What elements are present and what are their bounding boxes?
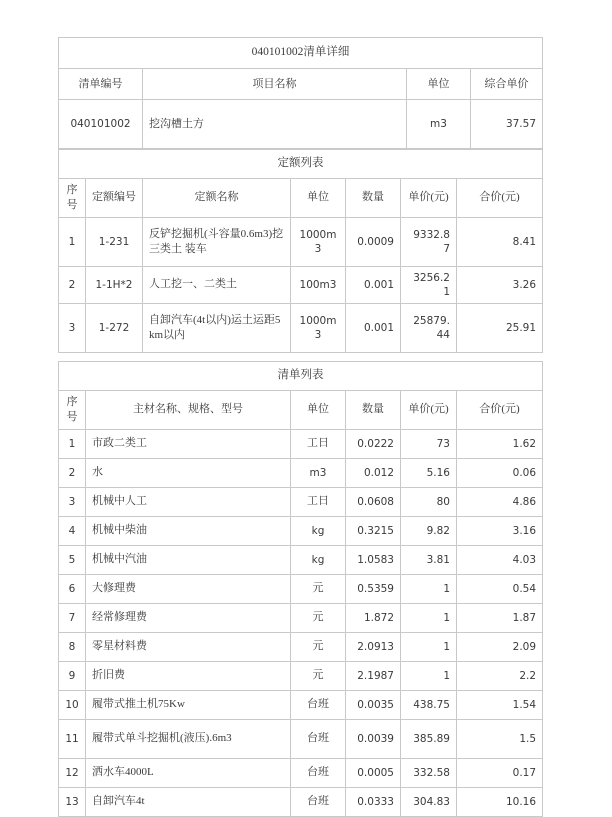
material-header-row (59, 391, 543, 430)
column-header-unit: 单位 (291, 179, 346, 218)
material-quantity: 2.1987 (346, 661, 401, 690)
material-unit: m3 (291, 458, 346, 487)
material-quantity: 0.0039 (346, 719, 401, 758)
material-index: 2 (59, 458, 86, 487)
material-unit: kg (291, 516, 346, 545)
column-header-list-code: 清单编号 (59, 69, 143, 100)
column-header-item-name: 项目名称 (143, 69, 407, 100)
material-quantity: 0.5359 (346, 574, 401, 603)
quota-index: 1 (59, 217, 86, 266)
material-name: 机械中柴油 (86, 516, 291, 545)
summary-table (58, 37, 543, 149)
material-name: 机械中人工 (86, 487, 291, 516)
material-amount: 4.03 (457, 545, 543, 574)
table-row (59, 217, 543, 266)
material-quantity: 0.3215 (346, 516, 401, 545)
table-row (59, 545, 543, 574)
material-quantity: 0.0005 (346, 758, 401, 787)
table-row (59, 266, 543, 303)
material-quantity: 1.0583 (346, 545, 401, 574)
table-row (59, 429, 543, 458)
material-unit: 工日 (291, 429, 346, 458)
quota-price: 9332.87 (401, 217, 457, 266)
quota-header-row (59, 179, 543, 218)
material-price: 304.83 (401, 787, 457, 816)
material-amount: 1.87 (457, 603, 543, 632)
column-header-price: 单价(元) (401, 179, 457, 218)
material-amount: 3.16 (457, 516, 543, 545)
material-index: 3 (59, 487, 86, 516)
quota-amount: 25.91 (457, 304, 543, 353)
table-row (59, 304, 543, 353)
column-header-quantity: 数量 (346, 179, 401, 218)
detail-sheet (58, 37, 542, 817)
material-unit: 元 (291, 632, 346, 661)
material-quantity: 0.012 (346, 458, 401, 487)
quota-section-title: 定额列表 (59, 150, 543, 179)
column-header-unit: 单位 (407, 69, 471, 100)
quota-quantity: 0.001 (346, 304, 401, 353)
material-name: 洒水车4000L (86, 758, 291, 787)
quota-quantity: 0.0009 (346, 217, 401, 266)
column-header-amount: 合价(元) (457, 391, 543, 430)
material-price: 332.58 (401, 758, 457, 787)
material-index: 10 (59, 690, 86, 719)
material-unit: 元 (291, 574, 346, 603)
quota-code: 1-272 (86, 304, 143, 353)
table-row (59, 719, 543, 758)
material-unit: 元 (291, 661, 346, 690)
material-index: 6 (59, 574, 86, 603)
material-quantity: 1.872 (346, 603, 401, 632)
material-index: 1 (59, 429, 86, 458)
quota-list-table (58, 149, 543, 353)
material-name: 市政二类工 (86, 429, 291, 458)
table-row (59, 758, 543, 787)
quota-amount: 3.26 (457, 266, 543, 303)
material-index: 8 (59, 632, 86, 661)
material-unit: 台班 (291, 758, 346, 787)
section-gap (58, 353, 542, 361)
material-index: 9 (59, 661, 86, 690)
quota-index: 3 (59, 304, 86, 353)
quota-code: 1-1H*2 (86, 266, 143, 303)
quota-code: 1-231 (86, 217, 143, 266)
material-name: 零星材料费 (86, 632, 291, 661)
material-unit: 元 (291, 603, 346, 632)
material-quantity: 0.0222 (346, 429, 401, 458)
material-unit: 工日 (291, 487, 346, 516)
column-header-index: 序号 (59, 391, 86, 430)
material-section-title: 清单列表 (59, 362, 543, 391)
column-header-amount: 合价(元) (457, 179, 543, 218)
material-price: 80 (401, 487, 457, 516)
material-price: 1 (401, 603, 457, 632)
column-header-quota-name: 定额名称 (143, 179, 291, 218)
material-name: 机械中汽油 (86, 545, 291, 574)
material-price: 438.75 (401, 690, 457, 719)
table-row (59, 661, 543, 690)
quota-section-title-row (59, 150, 543, 179)
material-name: 折旧费 (86, 661, 291, 690)
table-row (59, 632, 543, 661)
quota-unit: 1000m3 (291, 304, 346, 353)
summary-name: 挖沟槽土方 (143, 100, 407, 149)
material-section-title-row (59, 362, 543, 391)
quota-name: 自卸汽车(4t以内)运土运距5km以内 (143, 304, 291, 353)
material-name: 自卸汽车4t (86, 787, 291, 816)
material-quantity: 0.0608 (346, 487, 401, 516)
summary-unit-price: 37.57 (471, 100, 543, 149)
material-price: 3.81 (401, 545, 457, 574)
material-amount: 1.5 (457, 719, 543, 758)
material-price: 73 (401, 429, 457, 458)
material-name: 水 (86, 458, 291, 487)
material-index: 11 (59, 719, 86, 758)
page-title: 040101002清单详细 (59, 38, 543, 69)
column-header-index: 序号 (59, 179, 86, 218)
column-header-unit: 单位 (291, 391, 346, 430)
material-name: 经常修理费 (86, 603, 291, 632)
table-row (59, 603, 543, 632)
material-amount: 4.86 (457, 487, 543, 516)
quota-price: 3256.21 (401, 266, 457, 303)
material-index: 5 (59, 545, 86, 574)
summary-header-row (59, 69, 543, 100)
material-quantity: 2.0913 (346, 632, 401, 661)
material-name: 大修理费 (86, 574, 291, 603)
column-header-price: 单价(元) (401, 391, 457, 430)
material-unit: kg (291, 545, 346, 574)
material-quantity: 0.0035 (346, 690, 401, 719)
quota-unit: 1000m3 (291, 217, 346, 266)
column-header-unit-price: 综合单价 (471, 69, 543, 100)
quota-name: 人工挖一、二类土 (143, 266, 291, 303)
column-header-quota-code: 定额编号 (86, 179, 143, 218)
material-index: 7 (59, 603, 86, 632)
quota-unit: 100m3 (291, 266, 346, 303)
table-row (59, 516, 543, 545)
quota-quantity: 0.001 (346, 266, 401, 303)
quota-price: 25879.44 (401, 304, 457, 353)
material-quantity: 0.0333 (346, 787, 401, 816)
table-row (59, 487, 543, 516)
quota-amount: 8.41 (457, 217, 543, 266)
table-row (59, 458, 543, 487)
material-price: 1 (401, 661, 457, 690)
table-row (59, 574, 543, 603)
material-amount: 0.06 (457, 458, 543, 487)
summary-row (59, 100, 543, 149)
material-amount: 2.2 (457, 661, 543, 690)
quota-name: 反铲挖掘机(斗容量0.6m3)挖三类土 装车 (143, 217, 291, 266)
material-index: 12 (59, 758, 86, 787)
material-unit: 台班 (291, 787, 346, 816)
material-price: 1 (401, 632, 457, 661)
material-amount: 1.62 (457, 429, 543, 458)
material-name: 履带式单斗挖掘机(液压).6m3 (86, 719, 291, 758)
material-index: 13 (59, 787, 86, 816)
material-list-table (58, 361, 543, 817)
summary-code: 040101002 (59, 100, 143, 149)
material-amount: 0.54 (457, 574, 543, 603)
material-price: 9.82 (401, 516, 457, 545)
column-header-material-name: 主材名称、规格、型号 (86, 391, 291, 430)
material-price: 5.16 (401, 458, 457, 487)
material-amount: 2.09 (457, 632, 543, 661)
material-amount: 10.16 (457, 787, 543, 816)
column-header-quantity: 数量 (346, 391, 401, 430)
material-name: 履带式推土机75Kw (86, 690, 291, 719)
material-price: 385.89 (401, 719, 457, 758)
material-unit: 台班 (291, 719, 346, 758)
quota-index: 2 (59, 266, 86, 303)
material-price: 1 (401, 574, 457, 603)
summary-unit: m3 (407, 100, 471, 149)
table-row (59, 690, 543, 719)
material-amount: 1.54 (457, 690, 543, 719)
material-unit: 台班 (291, 690, 346, 719)
document-title-row (59, 38, 543, 69)
material-amount: 0.17 (457, 758, 543, 787)
material-index: 4 (59, 516, 86, 545)
